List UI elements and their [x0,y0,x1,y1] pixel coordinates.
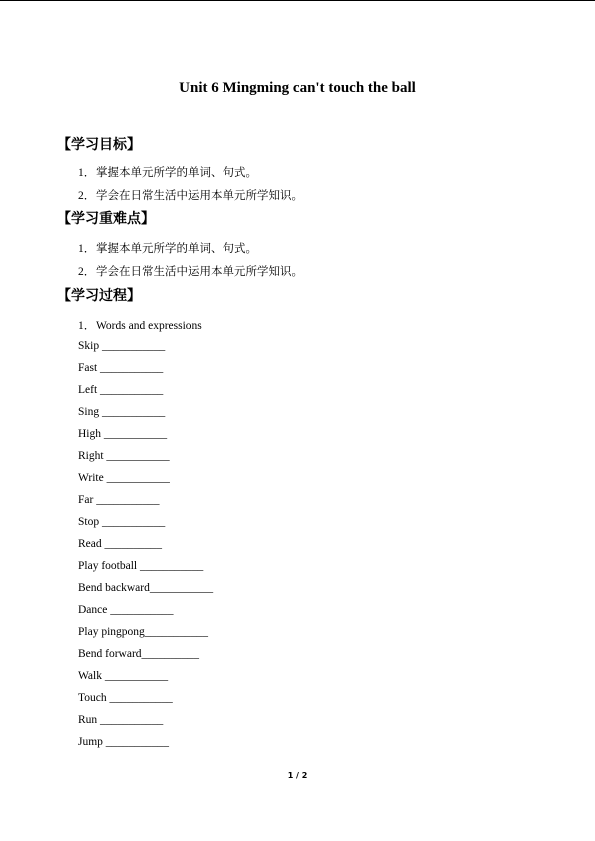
vocab-item-run: Run ___________ [78,714,164,726]
vocab-item-play-football: Play football ___________ [78,560,204,572]
vocab-item-high: High ___________ [78,428,168,440]
vocab-item-jump: Jump ___________ [78,736,170,748]
item-text: 学会在日常生活中运用本单元所学知识。 [96,190,303,202]
item-number: 1． [78,167,96,179]
item-text: Words and expressions [96,320,202,332]
top-border-rule [0,0,595,1]
section-heading-key-points: 【学习重难点】 [57,211,155,227]
item-number: 1． [78,320,96,332]
item-number: 1． [78,243,96,255]
vocab-item-left: Left ___________ [78,384,164,396]
section-heading-process: 【学习过程】 [57,288,141,304]
item-text: 学会在日常生活中运用本单元所学知识。 [96,266,303,278]
vocab-item-dance: Dance ___________ [78,604,174,616]
vocab-item-right: Right ___________ [78,450,170,462]
vocab-item-play-pingpong: Play pingpong___________ [78,626,209,638]
vocab-item-stop: Stop ___________ [78,516,166,528]
process-item-1 [78,317,202,333]
objective-item-1 [78,164,257,180]
item-text: 掌握本单元所学的单词、句式。 [96,167,257,179]
vocab-item-touch: Touch ___________ [78,692,173,704]
item-number: 2． [78,190,96,202]
item-text: 掌握本单元所学的单词、句式。 [96,243,257,255]
section-heading-objectives: 【学习目标】 [57,137,141,153]
vocab-item-bend-backward: Bend backward___________ [78,582,214,594]
page-number: 1 / 2 [287,771,308,780]
vocab-item-bend-forward: Bend forward__________ [78,648,200,660]
item-number: 2． [78,266,96,278]
objective-item-2 [78,187,303,203]
key-point-item-2 [78,263,303,279]
page-title: Unit 6 Mingming can't touch the ball [179,80,416,96]
vocab-item-read: Read __________ [78,538,163,550]
key-point-item-1 [78,240,257,256]
vocab-item-skip: Skip ___________ [78,340,166,352]
vocab-item-walk: Walk ___________ [78,670,169,682]
vocab-item-fast: Fast ___________ [78,362,164,374]
vocab-item-write: Write ___________ [78,472,170,484]
vocab-item-sing: Sing ___________ [78,406,166,418]
vocab-item-far: Far ___________ [78,494,160,506]
